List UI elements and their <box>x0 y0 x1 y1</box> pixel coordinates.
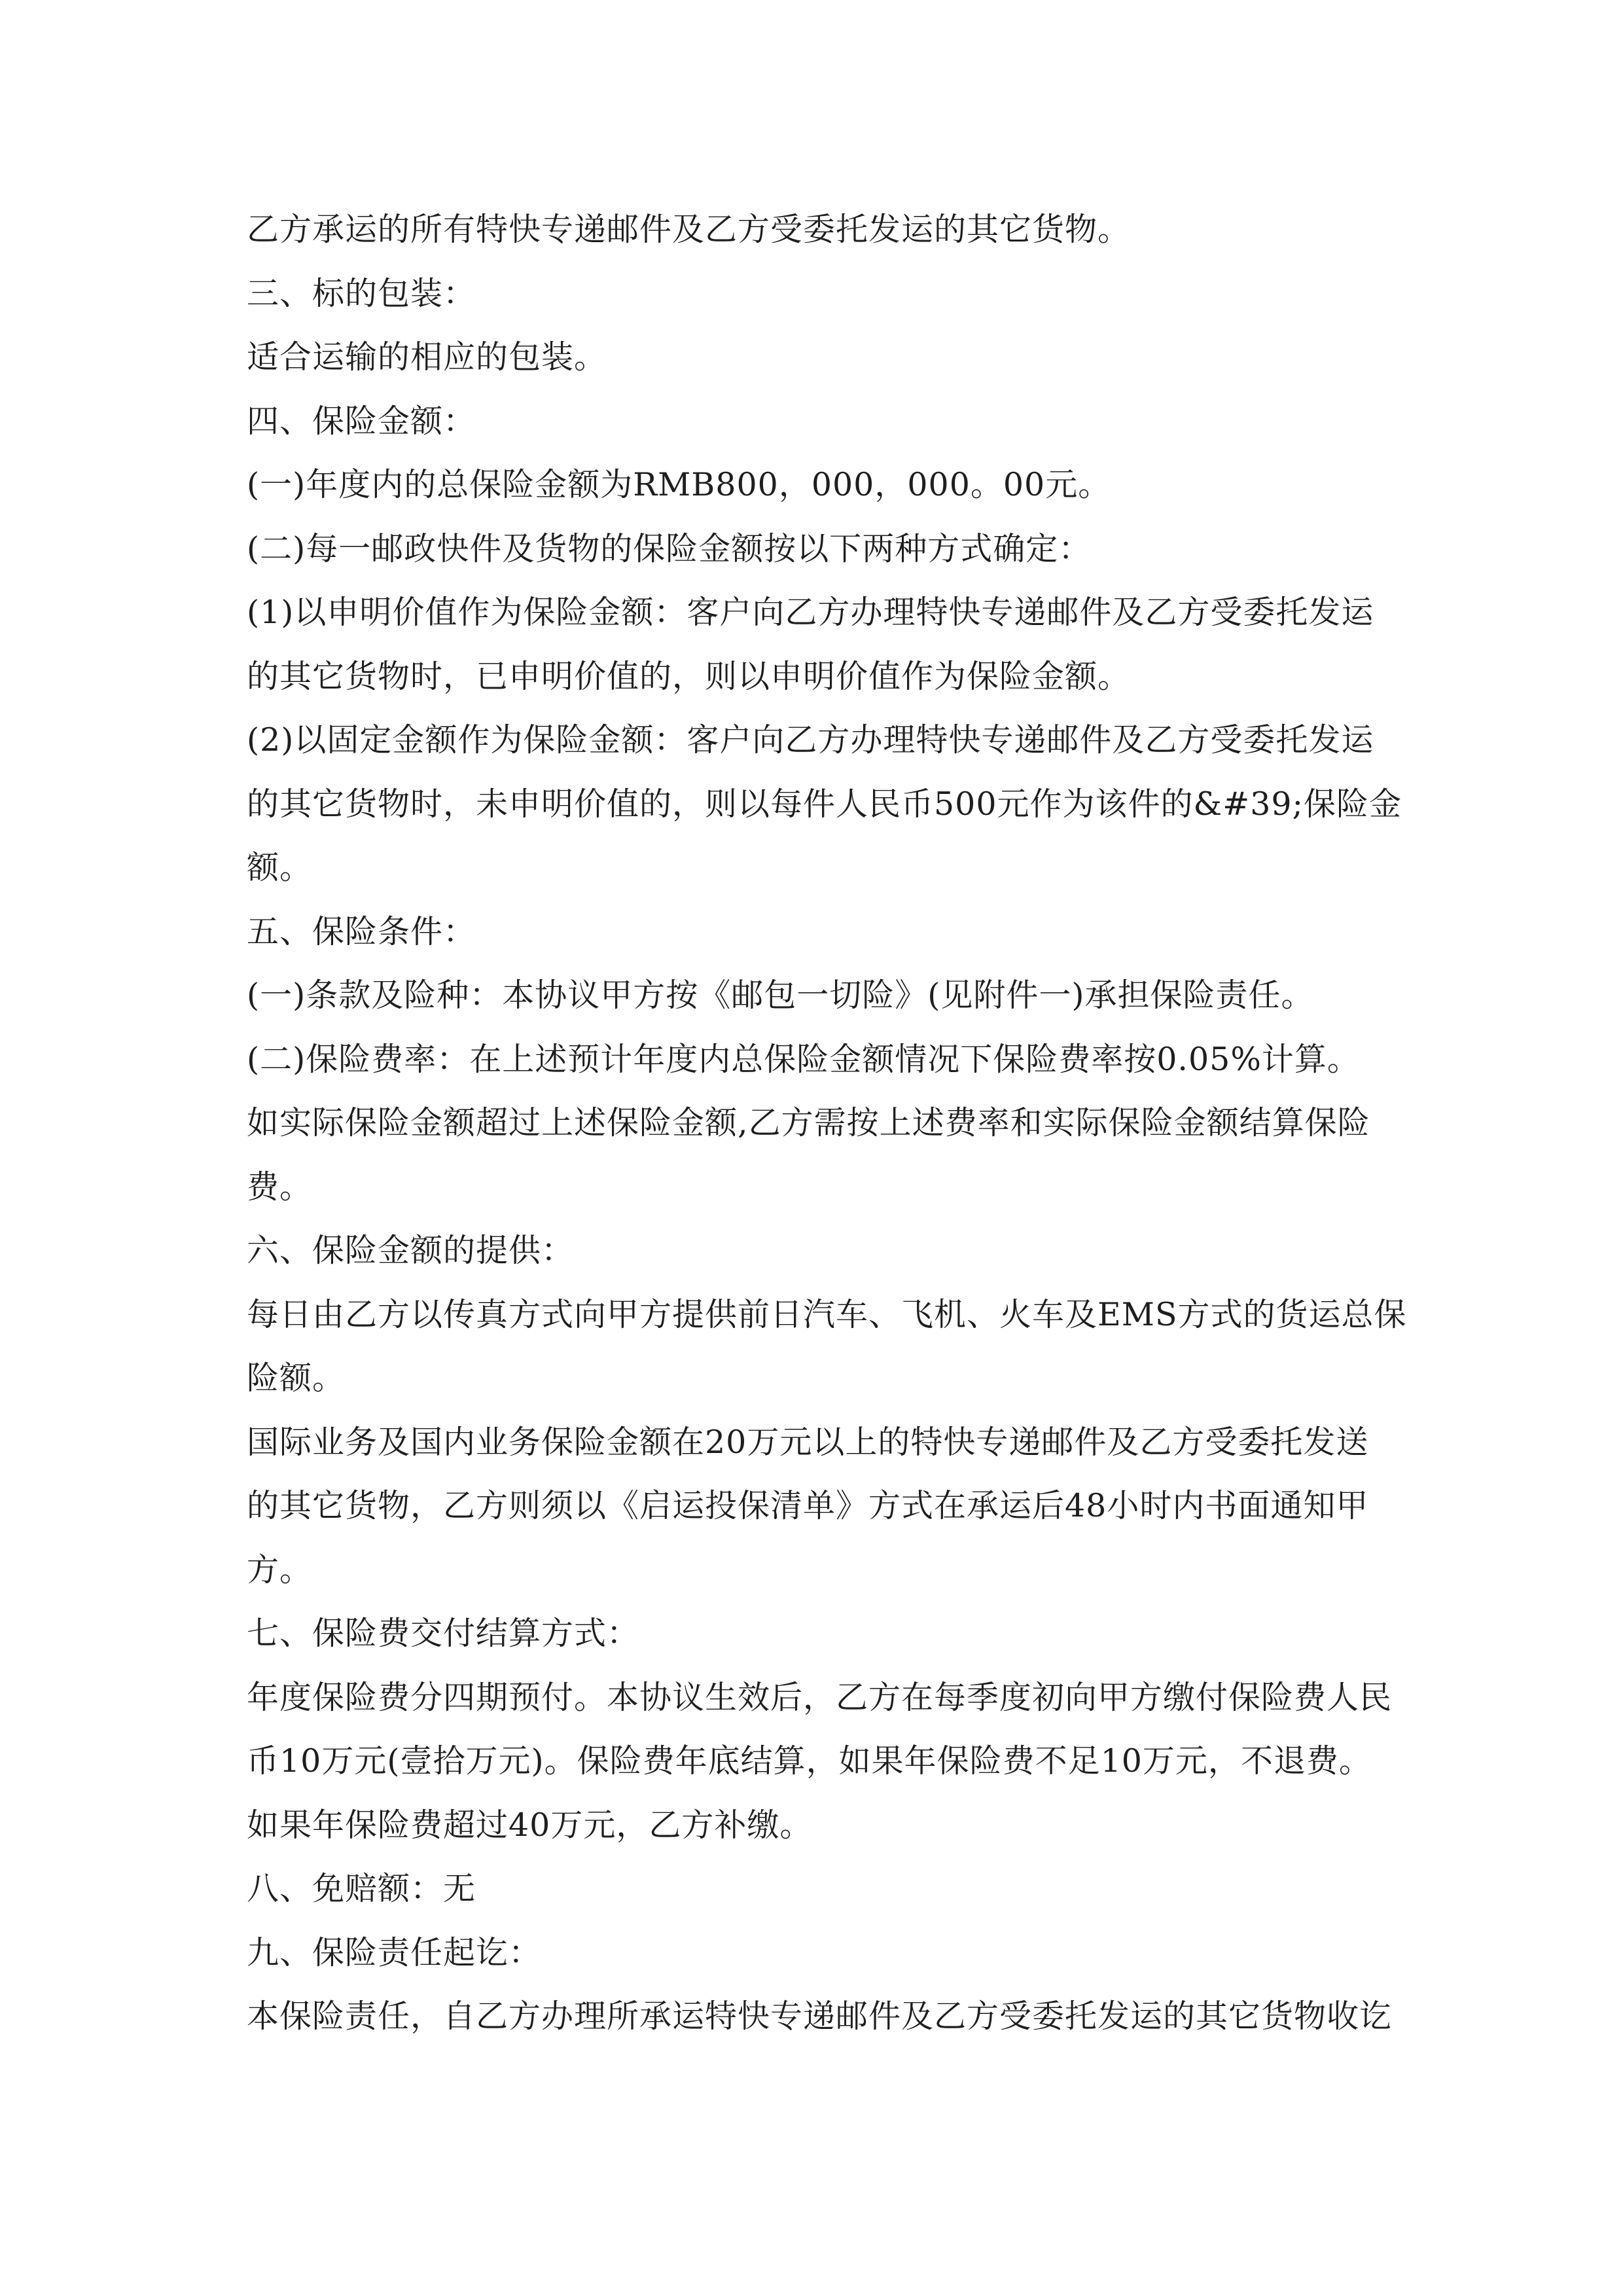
body-line: 费。 <box>247 1168 313 1206</box>
body-line: (二)每一邮政快件及货物的保险金额按以下两种方式确定： <box>247 529 1092 567</box>
body-line: 乙方承运的所有特快专递邮件及乙方受委托发运的其它货物。 <box>247 211 1131 248</box>
section-heading-8: 八、免赔额：无 <box>247 1870 476 1907</box>
body-line: (2)以固定金额作为保险金额：客户向乙方办理特快专递邮件及乙方受委托发运 <box>247 721 1374 759</box>
body-line: 本保险责任，自乙方办理所承运特快专递邮件及乙方受委托发运的其它货物收讫 <box>247 1998 1393 2035</box>
body-line: 的其它货物时，已申明价值的，则以申明价值作为保险金额。 <box>247 657 1131 695</box>
body-line: 额。 <box>247 849 313 886</box>
body-line: 国际业务及国内业务保险金额在20万元以上的特快专递邮件及乙方受委托发送 <box>247 1423 1369 1461</box>
body-line: 的其它货物，乙方则须以《启运投保清单》方式在承运后48小时内书面通知甲 <box>247 1487 1369 1524</box>
body-line: 如果年保险费超过40万元，乙方补缴。 <box>247 1806 813 1844</box>
body-line: 方。 <box>247 1551 313 1588</box>
section-heading-5: 五、保险条件： <box>247 912 476 950</box>
document-body <box>247 198 1407 2049</box>
section-heading-6: 六、保险金额的提供： <box>247 1232 575 1269</box>
body-line: 每日由乙方以传真方式向甲方提供前日汽车、飞机、火车及EMS方式的货运总保 <box>247 1295 1407 1333</box>
body-line: 适合运输的相应的包装。 <box>247 338 607 376</box>
section-heading-9: 九、保险责任起讫： <box>247 1933 542 1971</box>
body-line: (一)条款及险种：本协议甲方按《邮包一切险》(见附件一)承担保险责任。 <box>247 977 1314 1014</box>
body-line: 币10万元(壹拾万元)。保险费年底结算，如果年保险费不足10万元，不退费。 <box>247 1742 1372 1780</box>
body-line: 如实际保险金额超过上述保险金额,乙方需按上述费率和实际保险金额结算保险 <box>247 1104 1370 1141</box>
body-line: (二)保险费率：在上述预计年度内总保险金额情况下保险费率按0.05%计算。 <box>247 1040 1360 1078</box>
body-line: (一)年度内的总保险金额为RMB800，000，000。00元。 <box>247 466 1111 503</box>
body-line: 的其它货物时，未申明价值的，则以每件人民币500元作为该件的&#39;保险金 <box>247 785 1402 823</box>
section-heading-7: 七、保险费交付结算方式： <box>247 1615 640 1652</box>
body-line: 年度保险费分四期预付。本协议生效后，乙方在每季度初向甲方缴付保险费人民 <box>247 1678 1393 1716</box>
section-heading-3: 三、标的包装： <box>247 274 476 312</box>
body-line: 险额。 <box>247 1359 346 1397</box>
body-line: (1)以申明价值作为保险金额：客户向乙方办理特快专递邮件及乙方受委托发运 <box>247 594 1374 631</box>
section-heading-4: 四、保险金额： <box>247 402 476 440</box>
